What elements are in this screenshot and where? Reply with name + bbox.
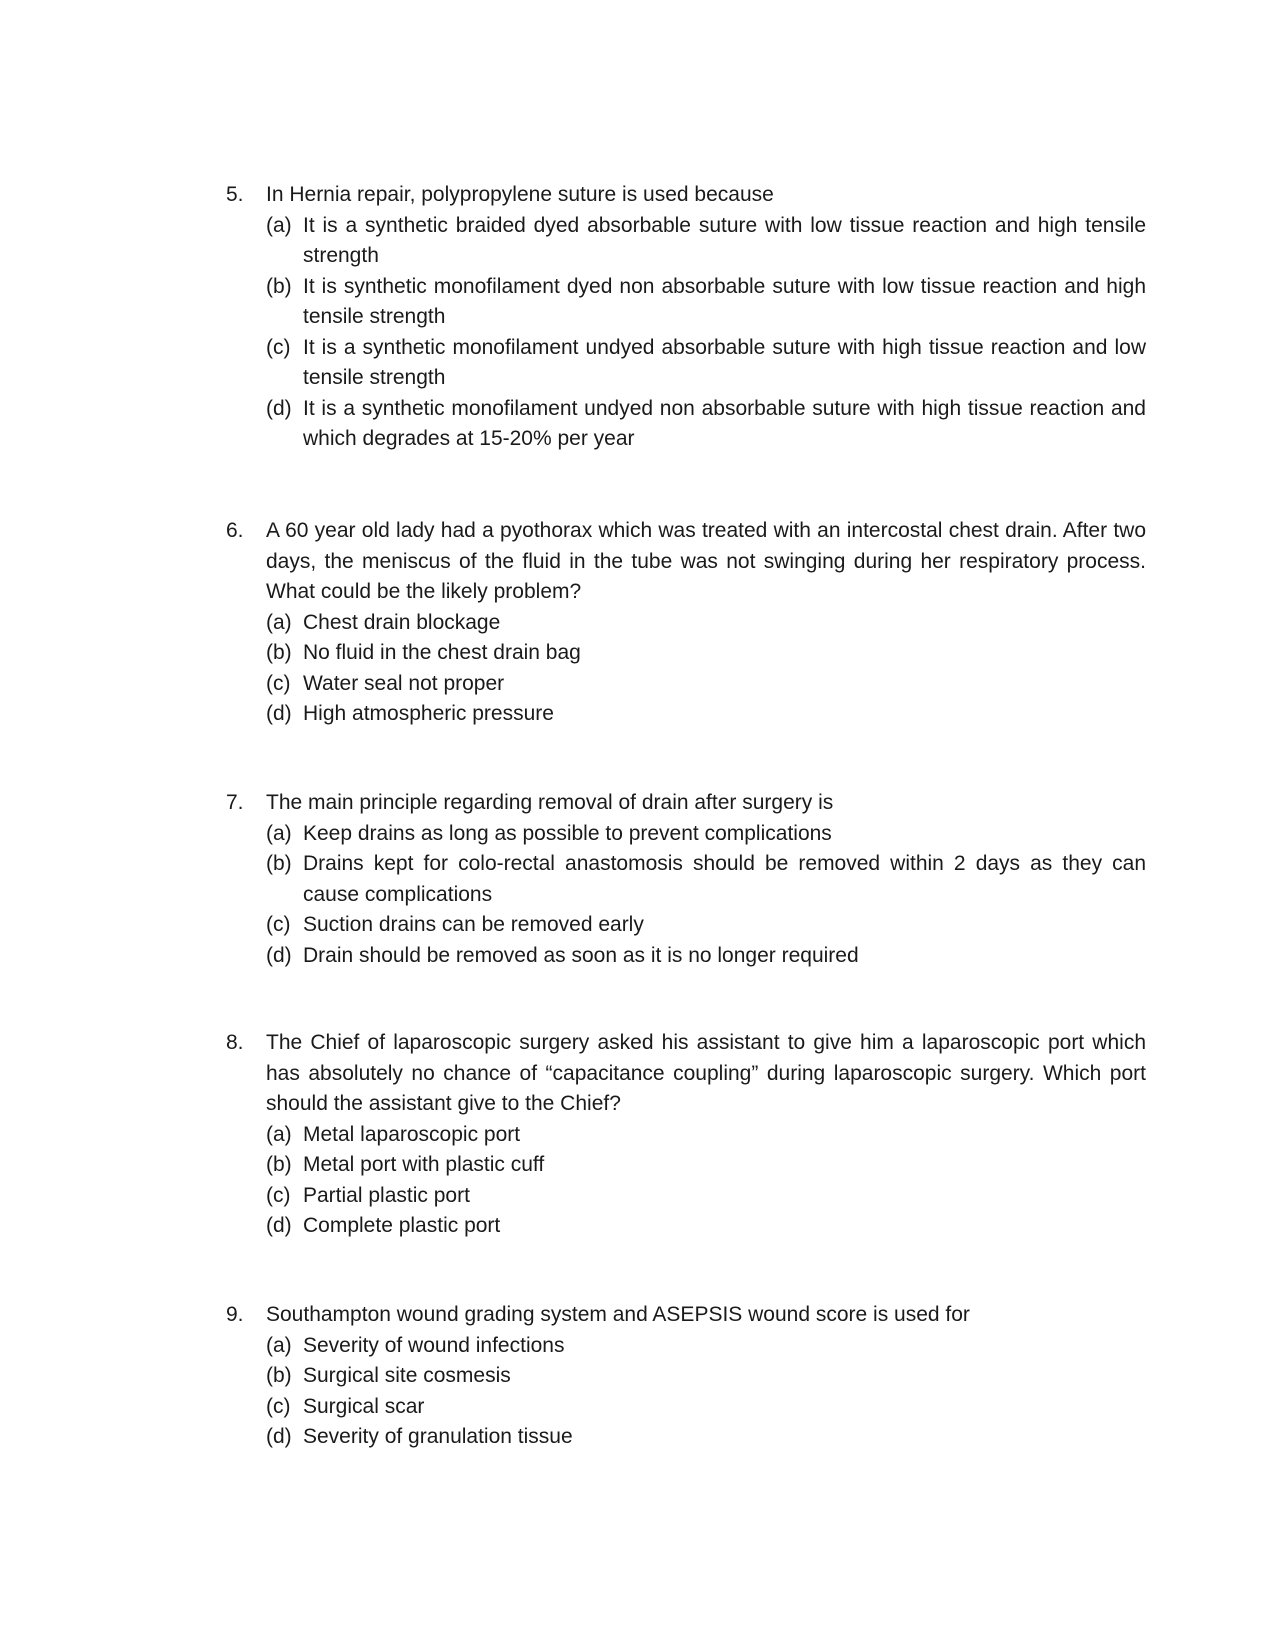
option-text: No fluid in the chest drain bag	[303, 641, 581, 664]
option-letter: (b)	[266, 274, 292, 298]
question-number: 9.	[226, 1303, 244, 1326]
option-letter: (a)	[266, 821, 292, 845]
option-b	[226, 1150, 1146, 1181]
question-number: 5.	[226, 183, 244, 206]
option-letter: (c)	[266, 913, 291, 936]
option-text: Severity of granulation tissue	[303, 1425, 573, 1448]
option-letter: (b)	[266, 852, 292, 875]
question-number: 6.	[226, 519, 244, 542]
option-letter: (d)	[266, 1214, 292, 1237]
option-list	[226, 608, 1146, 730]
option-text: High atmospheric pressure	[303, 702, 554, 725]
option-text: Metal laparoscopic port	[303, 1122, 521, 1146]
question-5	[226, 180, 1146, 455]
option-text: Chest drain blockage	[303, 610, 501, 634]
question-text: The main principle regarding removal of drain after surgery is	[266, 791, 834, 814]
question-text: In Hernia repair, polypropylene suture is used because	[266, 183, 774, 206]
option-a	[226, 1120, 1146, 1151]
option-d	[226, 1422, 1146, 1453]
option-b	[226, 272, 1146, 333]
option-letter: (c)	[266, 335, 291, 359]
option-a	[226, 211, 1146, 272]
option-letter: (a)	[266, 213, 292, 237]
option-d	[226, 699, 1146, 730]
option-text: Complete plastic port	[303, 1214, 501, 1237]
option-text: It is synthetic monofilament dyed non absorbable suture with low tissue reaction and high tensile strength	[303, 274, 1146, 328]
option-text: Partial plastic port	[303, 1183, 470, 1207]
option-d	[226, 1211, 1146, 1242]
option-list	[226, 211, 1146, 455]
option-text: Surgical site cosmesis	[303, 1364, 511, 1387]
option-letter: (d)	[266, 396, 292, 420]
option-c	[226, 1181, 1146, 1212]
option-letter: (d)	[266, 702, 292, 725]
option-text: Drains kept for colo-rectal anastomosis should be removed within 2 days as they can cause complications	[303, 852, 1146, 906]
option-letter: (a)	[266, 1333, 292, 1357]
question-stem	[226, 1300, 1146, 1331]
option-c	[226, 333, 1146, 394]
option-c	[226, 669, 1146, 700]
option-letter: (d)	[266, 1425, 292, 1448]
option-text: Surgical scar	[303, 1394, 425, 1418]
option-a	[226, 1331, 1146, 1362]
option-text: Keep drains as long as possible to prevent complications	[303, 821, 832, 845]
option-letter: (b)	[266, 1153, 292, 1176]
option-letter: (b)	[266, 641, 292, 664]
option-b	[226, 849, 1146, 910]
option-letter: (a)	[266, 1122, 292, 1146]
option-letter: (a)	[266, 610, 292, 634]
question-6	[226, 516, 1146, 730]
option-letter: (d)	[266, 943, 292, 967]
question-stem	[226, 788, 1146, 819]
option-text: Suction drains can be removed early	[303, 913, 644, 936]
option-b	[226, 1361, 1146, 1392]
option-a	[226, 608, 1146, 639]
option-letter: (b)	[266, 1364, 292, 1387]
question-stem	[226, 1028, 1146, 1120]
question-9	[226, 1300, 1146, 1453]
question-number: 7.	[226, 791, 244, 814]
option-list	[226, 1331, 1146, 1453]
option-a	[226, 819, 1146, 850]
option-text: Drain should be removed as soon as it is no longer required	[303, 943, 859, 967]
option-d	[226, 394, 1146, 455]
question-text: A 60 year old lady had a pyothorax which was treated with an intercostal chest drain. After two days, the meniscus of the fluid in the tube was not swinging during her respiratory process. What could be the likely problem?	[266, 519, 1146, 603]
option-c	[226, 1392, 1146, 1423]
option-c	[226, 910, 1146, 941]
option-letter: (c)	[266, 671, 291, 695]
question-text: The Chief of laparoscopic surgery asked his assistant to give him a laparoscopic port which has absolutely no chance of “capacitance coupling” during laparoscopic surgery. Which port should the assistant give to the Chief?	[266, 1031, 1146, 1115]
question-stem	[226, 516, 1146, 608]
question-number: 8.	[226, 1031, 244, 1054]
question-7	[226, 788, 1146, 971]
option-text: It is a synthetic monofilament undyed absorbable suture with high tissue reaction and low tensile strength	[303, 335, 1146, 389]
option-b	[226, 638, 1146, 669]
question-stem	[226, 180, 1146, 211]
option-text: Severity of wound infections	[303, 1333, 565, 1357]
option-text: Metal port with plastic cuff	[303, 1153, 545, 1176]
option-text: Water seal not proper	[303, 671, 505, 695]
option-list	[226, 1120, 1146, 1242]
option-letter: (c)	[266, 1394, 291, 1418]
question-8	[226, 1028, 1146, 1242]
option-list	[226, 819, 1146, 972]
option-letter: (c)	[266, 1183, 291, 1207]
option-text: It is a synthetic monofilament undyed non absorbable suture with high tissue reaction and which degrades at 15-20% per year	[303, 396, 1146, 450]
option-text: It is a synthetic braided dyed absorbable suture with low tissue reaction and high tensile strength	[303, 213, 1146, 267]
option-d	[226, 941, 1146, 972]
question-text: Southampton wound grading system and ASEPSIS wound score is used for	[266, 1303, 970, 1326]
